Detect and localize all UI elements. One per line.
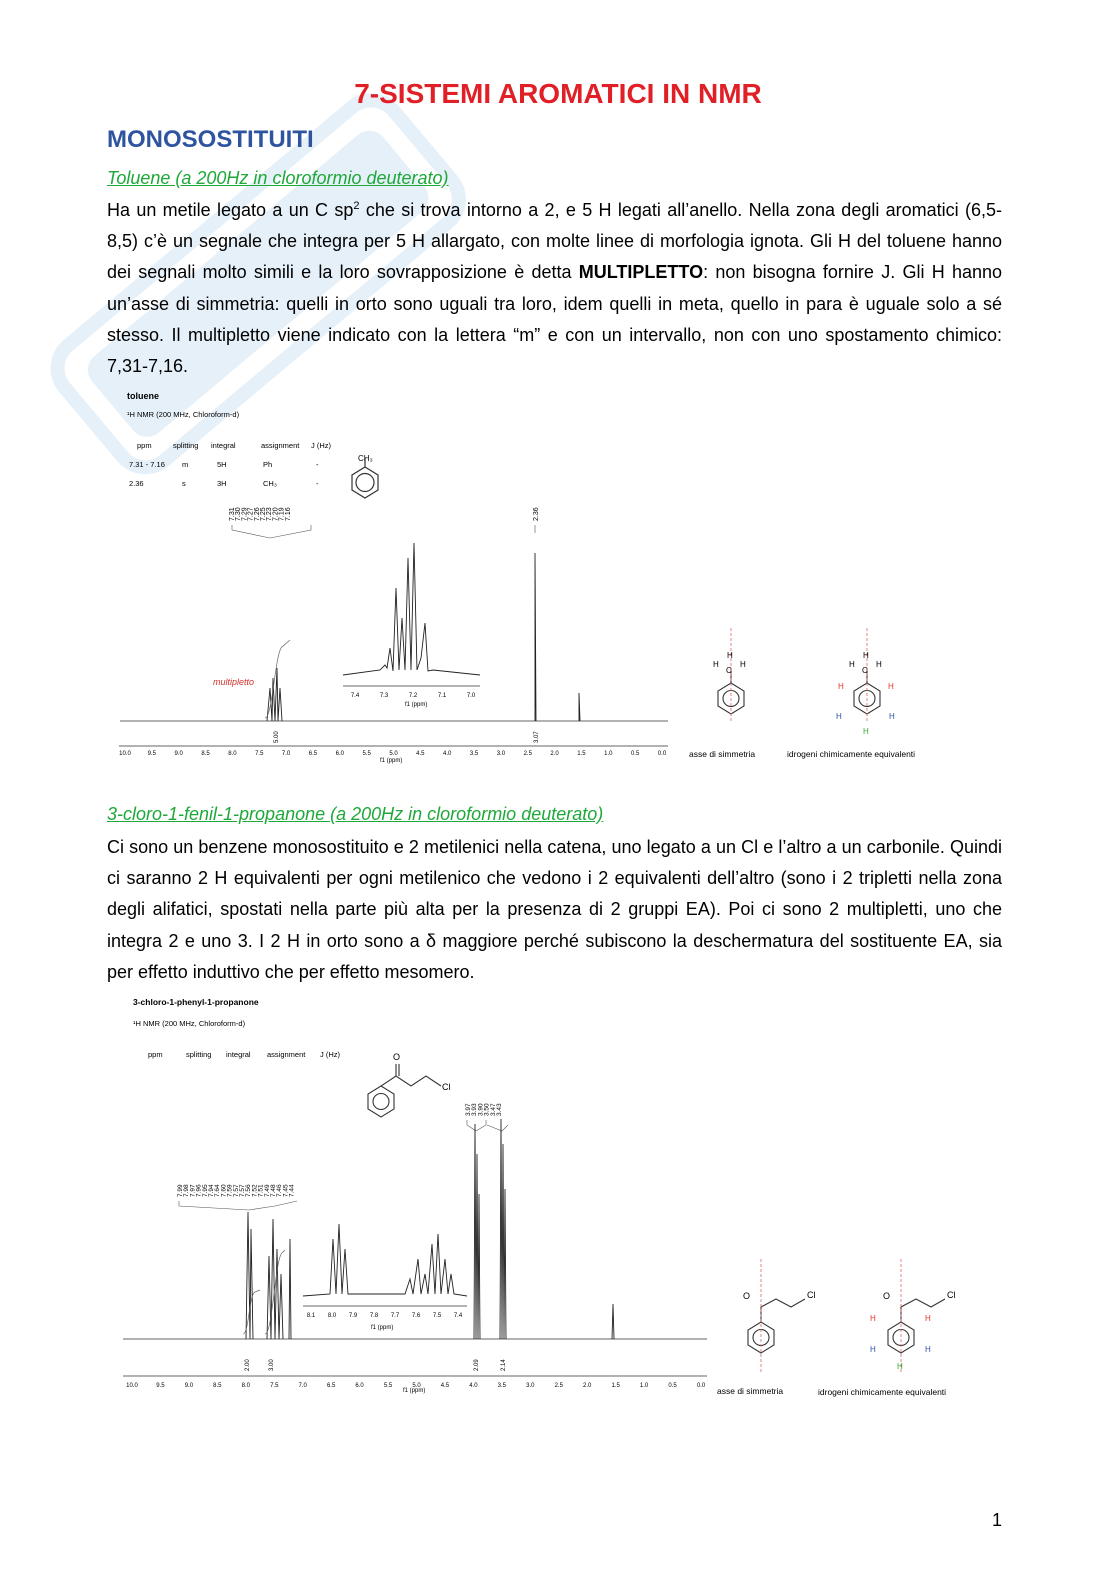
svg-text:O: O bbox=[883, 1291, 891, 1301]
fig2-peak-label: 7.57 bbox=[239, 1184, 246, 1197]
fig2-peak-label: 7.57 bbox=[232, 1184, 240, 1197]
fig1-table-cell: 7.31 - 7.16 bbox=[129, 460, 165, 469]
fig1-inset-tick: 7.4 bbox=[350, 693, 360, 699]
fig1-integral-5: 5.00 bbox=[274, 731, 280, 743]
fig2-peak-label: 7.56 bbox=[245, 1184, 253, 1197]
fig2-symmetry-axis-drawing bbox=[748, 1299, 805, 1353]
fig2-peak-label: 7.46 bbox=[276, 1184, 284, 1197]
fig1-axis-tick: 0.0 bbox=[657, 751, 667, 757]
fig1-table-cell: 2.36 bbox=[129, 479, 144, 488]
fig1-axis-tick: 8.0 bbox=[228, 751, 237, 757]
fig2-axis-tick: 4.5 bbox=[440, 1383, 450, 1389]
svg-text:Cl: Cl bbox=[807, 1290, 816, 1300]
fig2-axis-tick: 9.0 bbox=[184, 1383, 194, 1389]
fig2-integral-209: 2.09 bbox=[474, 1359, 480, 1371]
fig2-axis-tick: 7.0 bbox=[298, 1383, 307, 1389]
fig2-peak-label: 3.90 bbox=[477, 1103, 485, 1116]
fig2-peak-label: 7.48 bbox=[270, 1184, 277, 1197]
fig1-axis-tick: 3.0 bbox=[496, 751, 506, 757]
fig1-peak-label: 7.20 bbox=[272, 507, 280, 521]
fig1-table-cell: - bbox=[316, 479, 319, 488]
fig2-peak-labels-aromatic bbox=[177, 1184, 297, 1210]
page-title: 7-SISTEMI AROMATICI IN NMR bbox=[354, 78, 762, 109]
fig2-peak-label: 7.45 bbox=[282, 1184, 290, 1197]
caption-equivalent-hydrogens: idrogeni chimicamente equivalenti bbox=[787, 749, 916, 759]
fig2-inset-axis-label: f1 (ppm) bbox=[371, 1325, 394, 1331]
svg-text:C: C bbox=[726, 666, 732, 675]
svg-text:H: H bbox=[849, 660, 855, 669]
svg-text:Cl: Cl bbox=[947, 1290, 956, 1300]
fig1-peak-label: 7.23 bbox=[266, 507, 274, 521]
fig1-method: ¹H NMR (200 MHz, Chloroform-d) bbox=[127, 410, 240, 419]
fig1-peak-labels bbox=[229, 507, 311, 538]
fig2-axis-label: f1 (ppm) bbox=[403, 1388, 426, 1394]
fig1-axis-tick: 2.0 bbox=[550, 751, 559, 757]
propanone-subheading: 3-cloro-1-fenil-1-propanone (a 200Hz in cloroformio deuterato) bbox=[107, 804, 604, 824]
fig1-axis-tick: 7.5 bbox=[255, 751, 264, 757]
fig2-caption-equivalent-hydrogens: idrogeni chimicamente equivalenti bbox=[818, 1387, 947, 1397]
fig1-table-cell: 5H bbox=[217, 460, 227, 469]
fig2-axis-tick: 3.5 bbox=[497, 1383, 507, 1389]
fig1-table-cell: s bbox=[182, 479, 186, 488]
fig2-axis-tick: 1.0 bbox=[639, 1383, 649, 1389]
svg-text:H: H bbox=[836, 712, 842, 721]
fig2-table-header: assignment bbox=[267, 1050, 306, 1059]
fig1-axis-tick: 1.5 bbox=[577, 751, 586, 757]
fig2-peak-label: 7.52 bbox=[251, 1184, 259, 1197]
fig1-axis-tick: 8.5 bbox=[201, 751, 210, 757]
fig2-caption-symmetry-axis: asse di simmetria bbox=[717, 1386, 784, 1396]
fig1-peak-label: 7.29 bbox=[241, 507, 249, 521]
fig1-table-cell: m bbox=[182, 460, 189, 469]
fig2-inset-tick: 7.8 bbox=[369, 1313, 379, 1319]
svg-text:H: H bbox=[838, 682, 844, 691]
fig1-axis-tick: 6.0 bbox=[335, 751, 344, 757]
fig2-axis-tick: 8.5 bbox=[213, 1383, 222, 1389]
fig2-inset-tick: 7.4 bbox=[453, 1313, 463, 1319]
fig1-axis-label: f1 (ppm) bbox=[380, 758, 403, 764]
caption-symmetry-axis: asse di simmetria bbox=[689, 749, 756, 759]
svg-text:H: H bbox=[713, 660, 719, 669]
fig2-peak-label: 3.43 bbox=[496, 1103, 503, 1116]
svg-text:H: H bbox=[925, 1345, 931, 1354]
fig2-table-header: splitting bbox=[186, 1050, 212, 1059]
svg-text:H: H bbox=[870, 1345, 876, 1354]
fig1-integral-3: 3.07 bbox=[534, 731, 540, 743]
fig1-axis-tick: 3.5 bbox=[469, 751, 479, 757]
svg-text:H: H bbox=[740, 660, 746, 669]
fig1-axis-tick: 5.0 bbox=[389, 751, 398, 757]
fig1-compound: toluene bbox=[127, 391, 160, 401]
fig2-peak-label: 7.98 bbox=[183, 1184, 191, 1197]
propanone-structure bbox=[368, 1064, 441, 1117]
fig1-inset bbox=[343, 543, 480, 708]
fig2-inset-tick: 8.1 bbox=[306, 1313, 316, 1319]
svg-text:H: H bbox=[897, 1362, 903, 1371]
page-number: 1 bbox=[991, 1510, 1002, 1530]
svg-text:C: C bbox=[862, 666, 868, 675]
fig2-inset-tick: 7.7 bbox=[390, 1313, 400, 1319]
fig2-axis-tick: 2.5 bbox=[554, 1383, 563, 1389]
fig1-axis-tick: 9.0 bbox=[174, 751, 183, 757]
fig2-peak-label: 7.51 bbox=[257, 1184, 265, 1197]
section-heading: MONOSOSTITUITI bbox=[107, 126, 314, 153]
svg-text:H: H bbox=[888, 682, 894, 691]
fig2-peak-label: 7.44 bbox=[288, 1184, 296, 1197]
fig1-table-cell: - bbox=[316, 460, 319, 469]
fig2-integral-200: 2.00 bbox=[245, 1359, 251, 1371]
fig2-peak-label: 3.97 bbox=[465, 1103, 472, 1116]
fig2-axis-tick: 1.5 bbox=[611, 1383, 620, 1389]
multipletto-annotation: multipletto bbox=[213, 677, 255, 687]
fig2-table-header: J (Hz) bbox=[320, 1050, 340, 1059]
toluene-paragraph: Ha un metile legato a un C $sp^2$ che si trova intorno a 2, e 5 H legati all’anello. Nella zona degli aromatici (6,5-8,5) c’è un segnale che integra per 5 H allargato, con molte linee di morfologia ignota. Gli H del toluene hanno dei segnali molto simili e la loro sovrapposizione è detta MULTIPLETTO: non bisogna fornire J. Gli H hanno un’asse di simmetria: quelli in orto sono uguali tra loro, idem quelli in meta, quello in para è uguale solo a sé stesso. Il multipletto viene indicato con la lettera “m” e con un intervallo, non con uno spostamento chimico: 7,31-7,16. bbox=[107, 200, 1003, 377]
fig2-peak-label: 7.94 bbox=[208, 1184, 215, 1197]
fig2-axis-tick: 0.5 bbox=[668, 1383, 677, 1389]
struct-ch3-label: CH₃ bbox=[358, 454, 373, 463]
fig1-peak-label: 7.27 bbox=[247, 507, 255, 521]
fig2-axis-tick: 8.0 bbox=[241, 1383, 250, 1389]
struct-o-label: O bbox=[393, 1052, 401, 1062]
fig2-peak-label: 7.49 bbox=[263, 1184, 271, 1197]
fig2-axis-tick: 3.0 bbox=[526, 1383, 535, 1389]
fig2-equivalent-hydrogens-drawing bbox=[888, 1299, 945, 1353]
fig1-axis-tick: 2.5 bbox=[523, 751, 532, 757]
fig1-inset-axis-label: f1 (ppm) bbox=[405, 702, 428, 708]
fig1-axis-tick: 5.5 bbox=[362, 751, 371, 757]
fig1-table-header: assignment bbox=[261, 441, 300, 450]
fig1-table-cell: Ph bbox=[263, 460, 273, 469]
toluene-subheading: Toluene (a 200Hz in cloroformio deuterato) bbox=[107, 168, 449, 188]
propanone-nmr-figure bbox=[115, 994, 995, 1399]
fig1-table bbox=[129, 441, 331, 488]
fig2-inset-tick: 7.6 bbox=[411, 1313, 421, 1319]
fig1-table-header: J (Hz) bbox=[311, 441, 331, 450]
fig2-table-header: ppm bbox=[148, 1050, 163, 1059]
fig1-axis-ticks bbox=[119, 751, 667, 757]
svg-text:H: H bbox=[889, 712, 895, 721]
fig1-table-header: ppm bbox=[137, 441, 152, 450]
toluene-structure bbox=[352, 458, 378, 498]
fig1-axis-tick: 1.0 bbox=[604, 751, 613, 757]
struct-cl-label: Cl bbox=[442, 1082, 451, 1092]
fig1-axis-tick: 6.5 bbox=[308, 751, 318, 757]
fig1-axis-tick: 10.0 bbox=[119, 751, 131, 757]
fig2-axis-tick: 5.5 bbox=[383, 1383, 393, 1389]
fig2-peak-label: 7.60 bbox=[220, 1184, 228, 1197]
fig2-axis-tick: 4.0 bbox=[469, 1383, 478, 1389]
fig1-inset-tick: 7.2 bbox=[408, 693, 418, 699]
fig2-peak-label: 3.50 bbox=[483, 1103, 491, 1116]
fig1-peak-label: 7.30 bbox=[235, 507, 243, 521]
fig1-peak-label: 7.25 bbox=[260, 507, 267, 521]
fig1-inset-tick: 7.0 bbox=[466, 693, 476, 699]
fig2-axis-tick: 7.5 bbox=[270, 1383, 279, 1389]
fig2-peak-label: 7.96 bbox=[195, 1184, 203, 1197]
fig2-inset bbox=[303, 1224, 467, 1331]
fig2-peak-label: 7.59 bbox=[226, 1184, 234, 1197]
fig1-table-header: splitting bbox=[173, 441, 199, 450]
fig1-table-cell: CH₃ bbox=[263, 479, 277, 488]
fig1-peak-label: 7.19 bbox=[278, 507, 286, 521]
fig2-peak-labels-aliphatic bbox=[465, 1103, 508, 1131]
svg-text:H: H bbox=[727, 651, 733, 660]
svg-text:H: H bbox=[876, 660, 882, 669]
fig2-integral-214: 2.14 bbox=[501, 1359, 507, 1371]
fig2-axis-tick: 5.0 bbox=[412, 1383, 421, 1389]
fig2-inset-tick: 7.9 bbox=[348, 1313, 358, 1319]
fig2-axis-tick: 0.0 bbox=[696, 1383, 706, 1389]
fig2-integral-300: 3.00 bbox=[269, 1359, 275, 1371]
fig2-compound: 3-chloro-1-phenyl-1-propanone bbox=[133, 997, 259, 1007]
fig1-axis-tick: 0.5 bbox=[630, 751, 640, 757]
fig2-inset-tick: 8.0 bbox=[327, 1313, 337, 1319]
fig1-peak-label: 7.26 bbox=[253, 507, 261, 521]
fig1-peak-label: 7.31 bbox=[229, 507, 236, 521]
fig1-table-cell: 3H bbox=[217, 479, 227, 488]
fig2-peak-label: 7.64 bbox=[214, 1184, 222, 1197]
fig2-peak-label: 7.97 bbox=[189, 1184, 197, 1197]
fig2-axis-tick: 10.0 bbox=[126, 1383, 138, 1389]
fig2-inset-tick: 7.5 bbox=[432, 1313, 442, 1319]
fig2-peak-label: 3.47 bbox=[489, 1103, 497, 1116]
fig2-table bbox=[148, 1050, 340, 1059]
fig2-axis-tick: 9.5 bbox=[156, 1383, 165, 1389]
fig1-peak-label-236: 2.36 bbox=[533, 507, 540, 521]
fig1-peak-label: 7.16 bbox=[284, 507, 292, 521]
fig2-axis-tick: 6.5 bbox=[326, 1383, 336, 1389]
fig2-peak-label: 3.93 bbox=[471, 1103, 479, 1116]
svg-text:H: H bbox=[870, 1314, 876, 1323]
fig2-peak-label: 7.99 bbox=[177, 1184, 184, 1197]
svg-text:H: H bbox=[863, 727, 869, 736]
fig1-table-header: integral bbox=[211, 441, 236, 450]
fig1-axis-tick: 9.5 bbox=[147, 751, 157, 757]
fig2-peak-label: 7.95 bbox=[201, 1184, 209, 1197]
toluene-nmr-figure bbox=[115, 388, 965, 773]
fig1-axis-tick: 7.0 bbox=[281, 751, 291, 757]
svg-text:H: H bbox=[925, 1314, 931, 1323]
svg-text:O: O bbox=[743, 1291, 751, 1301]
fig2-method: ¹H NMR (200 MHz, Chloroform-d) bbox=[133, 1019, 246, 1028]
fig1-inset-tick: 7.3 bbox=[379, 693, 389, 699]
fig2-table-header: integral bbox=[226, 1050, 251, 1059]
fig1-axis-tick: 4.0 bbox=[443, 751, 452, 757]
svg-text:H: H bbox=[863, 651, 869, 660]
fig2-axis-tick: 2.0 bbox=[583, 1383, 592, 1389]
fig1-axis-tick: 4.5 bbox=[416, 751, 425, 757]
fig1-inset-tick: 7.1 bbox=[437, 693, 447, 699]
propanone-paragraph: Ci sono un benzene monosostituito e 2 metilenici nella catena, uno legato a un Cl e l’altro a un carbonile. Quindi ci saranno 2 H equivalenti per ogni metilenico che vedono i 2 equivalenti dell’altro (sono i 2 tripletti nella zona degli alifatici, spostati nella parte più alta per la presenza di 2 gruppi EA). Poi ci sono 2 multipletti, uno che integra 2 e uno 3. I 2 H in orto sono a δ maggiore perché subiscono la deschermatura del sostituente EA, sia per effetto induttivo che per effetto mesomero. bbox=[107, 837, 1002, 982]
fig2-axis-tick: 6.0 bbox=[355, 1383, 364, 1389]
